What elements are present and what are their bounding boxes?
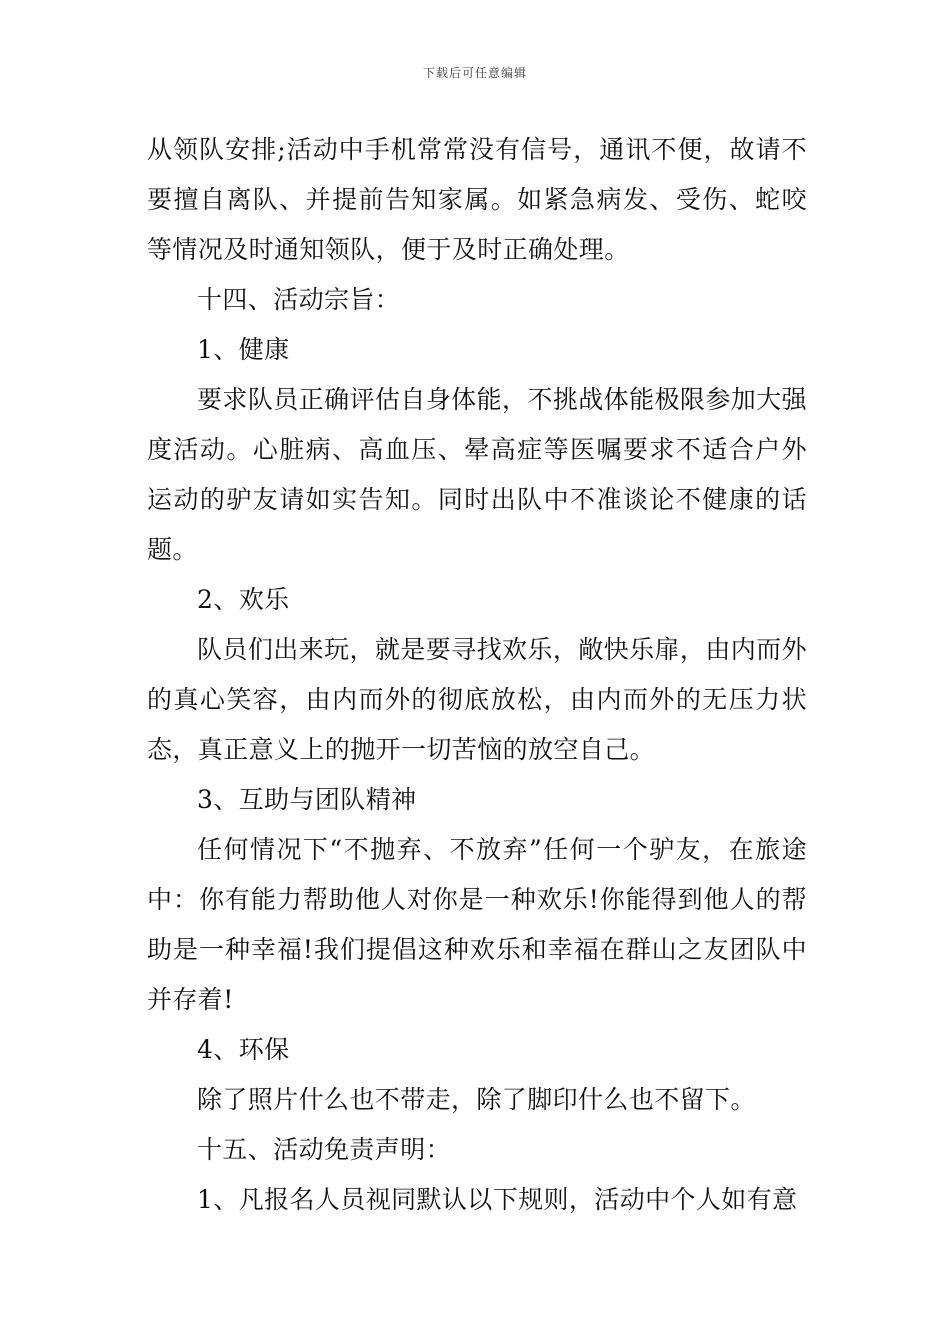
subheading-health: 1、健康 [197,335,290,364]
paragraph-disclaimer-1: 1、凡报名人员视同默认以下规则，活动中个人如有意 [197,1185,798,1214]
paragraph-environment: 除了照片什么也不带走，除了脚印什么也不留下。 [197,1085,756,1114]
paragraph-joy: 队员们出来玩，就是要寻找欢乐，敞快乐扉，由内而外的真心笑容，由内而外的彻底放松，由内而外的无压力状态，真正意义上的抛开一切苦恼的放空自己。 [147,635,807,764]
document-body [147,125,807,1225]
section-heading-disclaimer: 十五、活动免责声明： [197,1135,452,1164]
subheading-joy: 2、欢乐 [197,585,290,614]
page-header-note: 下载后可任意编辑 [422,66,527,80]
paragraph-continuation: 从领队安排;活动中手机常常没有信号，通讯不便，故请不要擅自离队、并提前告知家属。如紧急病发、受伤、蛇咬等情况及时通知领队，便于及时正确处理。 [147,135,807,264]
paragraph-teamwork: 任何情况下“不抛弃、不放弃”任何一个驴友，在旅途中：你有能力帮助他人对你是一种欢乐!你能得到他人的帮助是一种幸福!我们提倡这种欢乐和幸福在群山之友团队中并存着! [147,835,807,1014]
section-heading-purpose: 十四、活动宗旨： [197,285,401,314]
paragraph-health: 要求队员正确评估自身体能，不挑战体能极限参加大强度活动。心脏病、高血压、晕高症等医嘱要求不适合户外运动的驴友请如实告知。同时出队中不准谈论不健康的话题。 [147,385,807,564]
subheading-teamwork: 3、互助与团队精神 [197,785,417,814]
subheading-environment: 4、环保 [197,1035,290,1064]
